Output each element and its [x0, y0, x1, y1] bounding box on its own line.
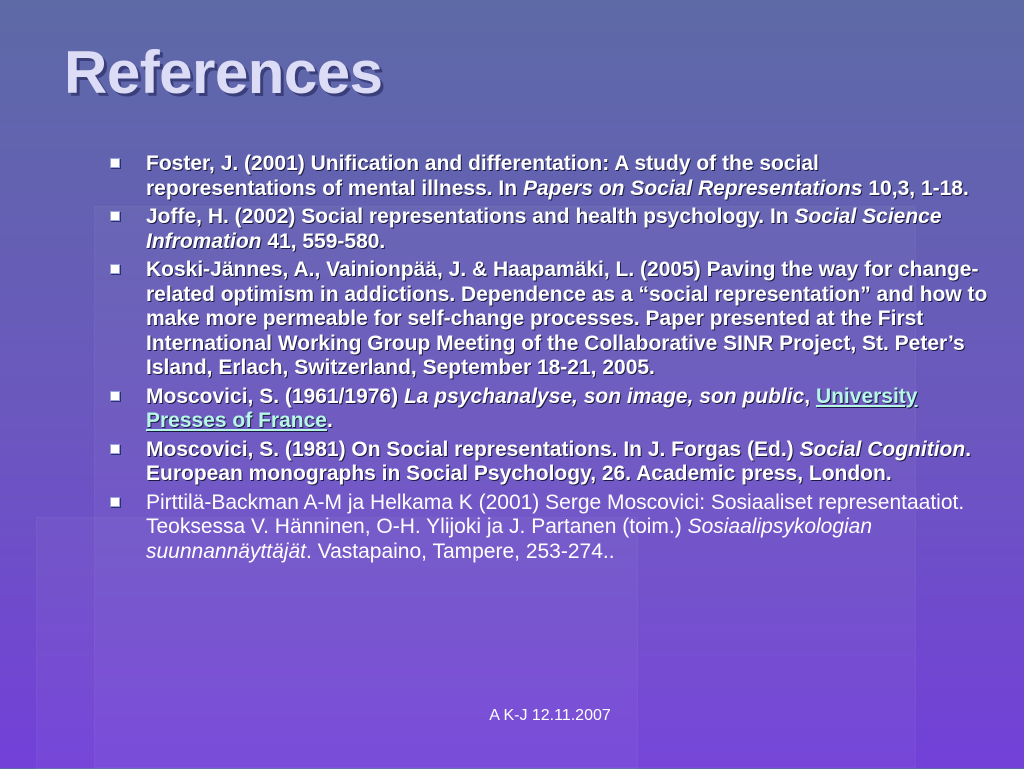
reference-text: . European monographs in Social Psychology, 26. Academic press, London.: [146, 437, 972, 485]
reference-list: [110, 152, 990, 568]
reference-text: Moscovici, S. (1961/1976): [146, 384, 404, 408]
reference-text: . Vastapaino, Tampere, 253-274..: [305, 539, 615, 563]
reference-source: La psychanalyse, son image, son public: [403, 384, 805, 408]
square-bullet-icon: [110, 158, 120, 168]
square-bullet-icon: [110, 444, 120, 454]
reference-item-foster: [110, 152, 990, 201]
page-title: References: [64, 39, 383, 106]
reference-item-joffe: [110, 205, 990, 254]
square-bullet-icon: [110, 211, 120, 221]
reference-text: Koski-Jännes, A., Vainionpää, J. & Haapamäki, L. (2005) Paving the way for change-related optimism in addictions. Dependence as a “social representation” and how to make more permeable for self-change processes. Paper presented at the First International Working Group Meeting of the Collaborative SINR Project, St. Peter’s Island, Erlach, Switzerland, September 18-21, 2005.: [146, 258, 988, 379]
reference-source: Social Cognition: [799, 437, 966, 461]
reference-text: Pirttilä-Backman A-M ja Helkama K (2001) Serge Moscovici: Sosiaaliset representaatiot. Teoksessa V. Hänninen, O-H. Ylijoki ja J. Partanen (toim.): [146, 490, 965, 538]
reference-source: Papers on Social Representations: [522, 176, 863, 200]
reference-text: 10,3, 1-18.: [862, 176, 969, 200]
reference-item-moscovici-1961: [110, 385, 990, 434]
square-bullet-icon: [110, 497, 120, 507]
square-bullet-icon: [110, 264, 120, 274]
publisher-link[interactable]: University Presses of France: [146, 384, 918, 432]
reference-source: Social Science Infromation: [146, 205, 942, 253]
reference-text: 41, 559-580.: [261, 229, 386, 253]
reference-item-moscovici-1981: [110, 438, 990, 487]
reference-source: Sosiaalipsykologian suunnannäyttäjät: [146, 515, 873, 563]
reference-item-pirttila-backman: [110, 491, 990, 565]
reference-text: Joffe, H. (2002) Social representations and health psychology. In: [146, 205, 795, 228]
reference-text: Moscovici, S. (1981) On Social representations. In J. Forgas (Ed.): [146, 437, 800, 461]
reference-text: ,: [804, 384, 816, 408]
footer-text: A K-J 12.11.2007: [489, 707, 611, 724]
reference-text: Foster, J. (2001) Unification and differentation: A study of the social reporesentations of mental illness. In: [146, 152, 819, 200]
square-bullet-icon: [110, 391, 120, 401]
reference-text: .: [326, 409, 333, 432]
reference-item-koski-jannes: [110, 258, 990, 381]
